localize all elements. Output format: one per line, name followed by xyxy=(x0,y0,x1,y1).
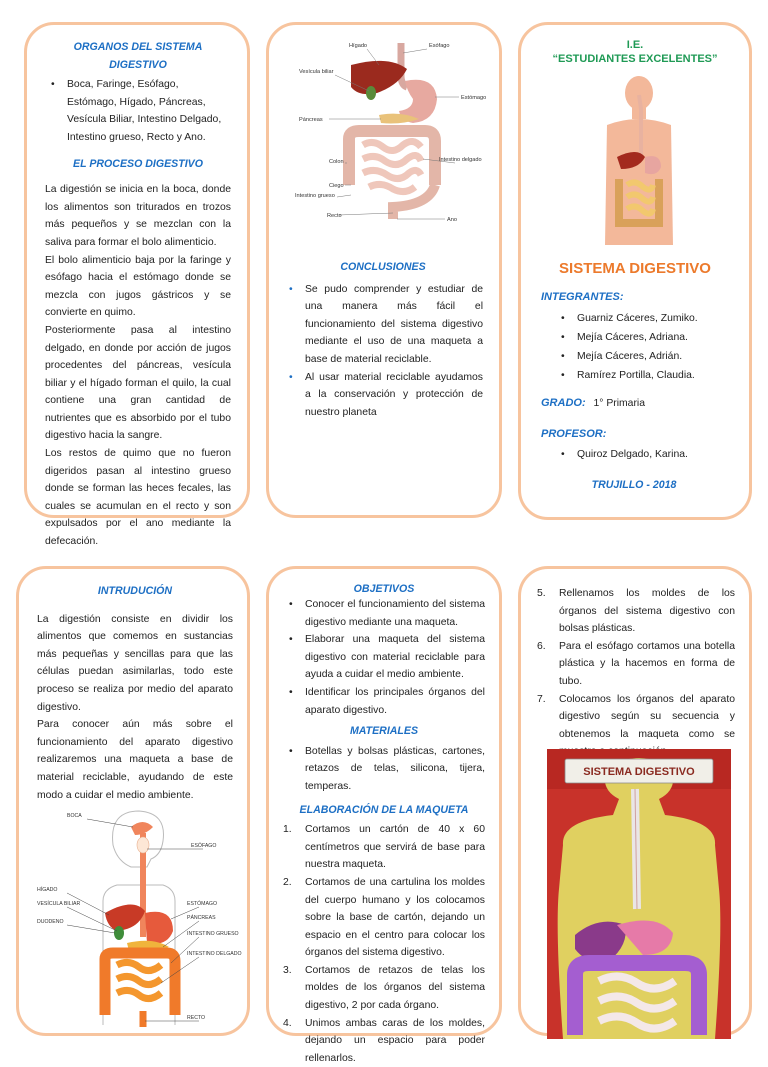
process-paragraph: El bolo alimenticio baja por la faringe y esófago hacia el estómago donde se mezcla con jugos gástricos y se convierte en quimo. xyxy=(45,254,231,319)
organs-heading: ORGANOS DEL SISTEMA DIGESTIVO xyxy=(73,41,203,71)
members-label: INTEGRANTES: xyxy=(541,291,624,303)
objective-item: • Identificar los principales órganos del aparato digestivo. xyxy=(283,684,485,719)
process-paragraph: La digestión se inicia en la boca, donde los alimentos son triturados en trozos más pequeños y se mezclan con la saliva para formar el bolo alimenticio. xyxy=(45,184,231,248)
step-item xyxy=(283,874,485,962)
panel-introduction xyxy=(16,566,250,1036)
materials-heading: MATERIALES xyxy=(349,725,419,738)
member-item: • Ramírez Portilla, Claudia. xyxy=(555,366,737,385)
anatomy-label: BOCA xyxy=(67,813,82,819)
materials-list xyxy=(283,743,485,796)
anatomy-label: INTESTINO GRUESO xyxy=(187,931,239,937)
city-year: TRUJILLO - 2018 xyxy=(591,479,677,492)
conclusion-item: • Se pudo comprender y estudiar de una manera más fácil el funcionamiento del sistema digestivo mediante el uso de una maqueta a base de material reciclable. xyxy=(283,281,483,369)
diagram-label: Intestino delgado xyxy=(439,157,482,163)
step-number: 4. xyxy=(283,1017,292,1029)
teacher-label: PROFESOR: xyxy=(541,428,607,441)
step-text: Cortamos de una cartulina los moldes del cuerpo humano y los colocamos sobre la base de cartón, dejando un espacio en el centro para colocar los órganos del sistema digestivo. xyxy=(305,876,485,959)
school-name-line1: I.E. xyxy=(626,39,644,51)
member-item: • Mejía Cáceres, Adriana. xyxy=(555,328,737,347)
anatomy-label: PÁNCREAS xyxy=(187,915,216,921)
step-item xyxy=(537,638,735,691)
step-text: Cortamos de retazos de telas los moldes de los órganos del sistema digestivo, 2 por cada órgano. xyxy=(305,964,485,1012)
model-photo xyxy=(547,749,731,1039)
step-item xyxy=(537,585,735,638)
process-heading: EL PROCESO DIGESTIVO xyxy=(73,157,203,170)
diagram-label: Hígado xyxy=(349,43,368,49)
member-item: • Guarniz Cáceres, Zumiko. xyxy=(555,309,737,328)
digestive-diagram xyxy=(289,35,485,231)
step-number: 7. xyxy=(537,693,546,705)
diagram-label: Estómago xyxy=(461,95,487,101)
objective-item: • Conocer el funcionamiento del sistema digestivo mediante una maqueta. xyxy=(283,596,485,631)
introduction-paragraph: La digestión consiste en dividir los alimentos que comemos en sustancias más pequeñas y sencillas para que las células puedan asimilarlas, todo este proceso se realiza por medio del aparato digestivo. xyxy=(37,613,233,713)
panel-conclusions xyxy=(266,22,502,518)
step-item xyxy=(283,1015,485,1067)
diagram-label: Intestino grueso xyxy=(295,193,335,199)
objective-item: • Elaborar una maqueta del sistema digestivo con material reciclable para ayuda a cuidar el medio ambiente. xyxy=(283,631,485,684)
conclusions-list xyxy=(283,281,483,422)
introduction-paragraph: Para conocer aún más sobre el funcionamiento del aparato digestivo realizaremos una maqueta a base de material reciclable, ayudando de este modo a cuidar el medio ambiente. xyxy=(37,719,233,801)
organs-list xyxy=(45,76,231,146)
panel-objectives xyxy=(266,566,502,1064)
diagram-label: Vesícula biliar xyxy=(299,69,334,75)
diagram-label: Ciego xyxy=(329,183,344,189)
panel-cover xyxy=(518,22,752,520)
step-item xyxy=(283,821,485,874)
anatomy-label: RECTO xyxy=(187,1015,206,1021)
grade-value: 1° Primaria xyxy=(593,397,646,409)
conclusion-item: • Al usar material reciclable ayudamos a la conservación y protección de nuestro planeta xyxy=(283,369,483,422)
conclusions-heading: CONCLUSIONES xyxy=(340,261,426,273)
step-text: Para el esófago cortamos una botella plástica y la hacemos en forma de tubo. xyxy=(559,640,735,687)
grade-label: GRADO: xyxy=(541,396,586,409)
anatomy-label: ESTÓMAGO xyxy=(187,901,217,907)
diagram-label: Colon xyxy=(329,159,344,165)
step-number: 3. xyxy=(283,964,292,976)
step-text: Cortamos un cartón de 40 x 60 centímetros que servirá de base para nuestra maqueta. xyxy=(305,824,485,871)
steps-list xyxy=(283,821,485,1067)
step-number: 1. xyxy=(283,824,292,836)
materials-item: • Botellas y bolsas plásticas, cartones, retazos de telas, silicona, tijera, temperas. xyxy=(283,743,485,796)
teacher-item: • Quiroz Delgado, Karina. xyxy=(555,446,737,464)
step-item xyxy=(283,962,485,1015)
steps-heading: ELABORACIÓN DE LA MAQUETA xyxy=(299,803,469,816)
cover-title: SISTEMA DIGESTIVO xyxy=(559,260,711,277)
steps-list-continued xyxy=(537,585,735,761)
step-number: 5. xyxy=(537,588,546,599)
objectives-heading: OBJETIVOS xyxy=(353,583,415,595)
process-text xyxy=(45,181,231,550)
diagram-label: Recto xyxy=(327,213,342,219)
model-sign: SISTEMA DIGESTIVO xyxy=(583,766,695,778)
teacher-list xyxy=(555,446,737,464)
diagram-label: Páncreas xyxy=(299,117,323,123)
anatomy-label: HÍGADO xyxy=(37,887,58,893)
body-illustration xyxy=(601,73,677,245)
anatomy-label: ESÓFAGO xyxy=(191,843,217,849)
step-text: Rellenamos los moldes de los órganos del sistema digestivo con bolsas plásticas. xyxy=(559,588,735,635)
diagram-label: Ano xyxy=(447,217,457,223)
diagram-label: Esófago xyxy=(429,43,450,49)
step-number: 2. xyxy=(283,876,292,888)
objectives-list xyxy=(283,596,485,719)
step-number: 6. xyxy=(537,640,546,652)
anatomy-label: VESÍCULA BILIAR xyxy=(37,901,81,907)
panel-steps-photo xyxy=(518,566,752,1036)
organs-item: • Boca, Faringe, Esófago, Estómago, Hígado, Páncreas, Vesícula Biliar, Intestino Delgado, Intestino grueso, Recto y Ano. xyxy=(45,76,231,146)
anatomy-diagram xyxy=(33,805,242,1027)
process-paragraph: Posteriormente pasa al intestino delgado, en donde por acción de jugos procedentes del páncreas, vesícula biliar y el hígado forman el quilo, la cual contiene una gran cantidad de nutrientes que es absorbido por el tubo digestivo hacia la sangre. xyxy=(45,324,231,442)
member-item: • Mejía Cáceres, Adrián. xyxy=(555,347,737,366)
process-paragraph: Los restos de quimo que no fueron digeridos pasan al intestino grueso donde se forman las heces fecales, las cuales se acumulan en el recto y son expulsados por el ano mediante la defecación. xyxy=(45,448,231,548)
school-name-line2: “ESTUDIANTES EXCELENTES” xyxy=(552,53,718,65)
step-text: Unimos ambas caras de los moldes, dejando un espacio para poder rellenarlos. xyxy=(305,1017,485,1064)
members-list xyxy=(555,309,737,385)
panel-organs xyxy=(24,22,250,548)
introduction-heading: INTRUDUCIÓN xyxy=(97,585,173,597)
grade-row xyxy=(541,395,737,413)
anatomy-label: DUODENO xyxy=(37,919,64,925)
step-text: Colocamos los órganos del aparato digestivo según su secuencia y obtenemos la maqueta como se xyxy=(559,693,735,740)
anatomy-label: INTESTINO DELGADO xyxy=(187,951,242,957)
